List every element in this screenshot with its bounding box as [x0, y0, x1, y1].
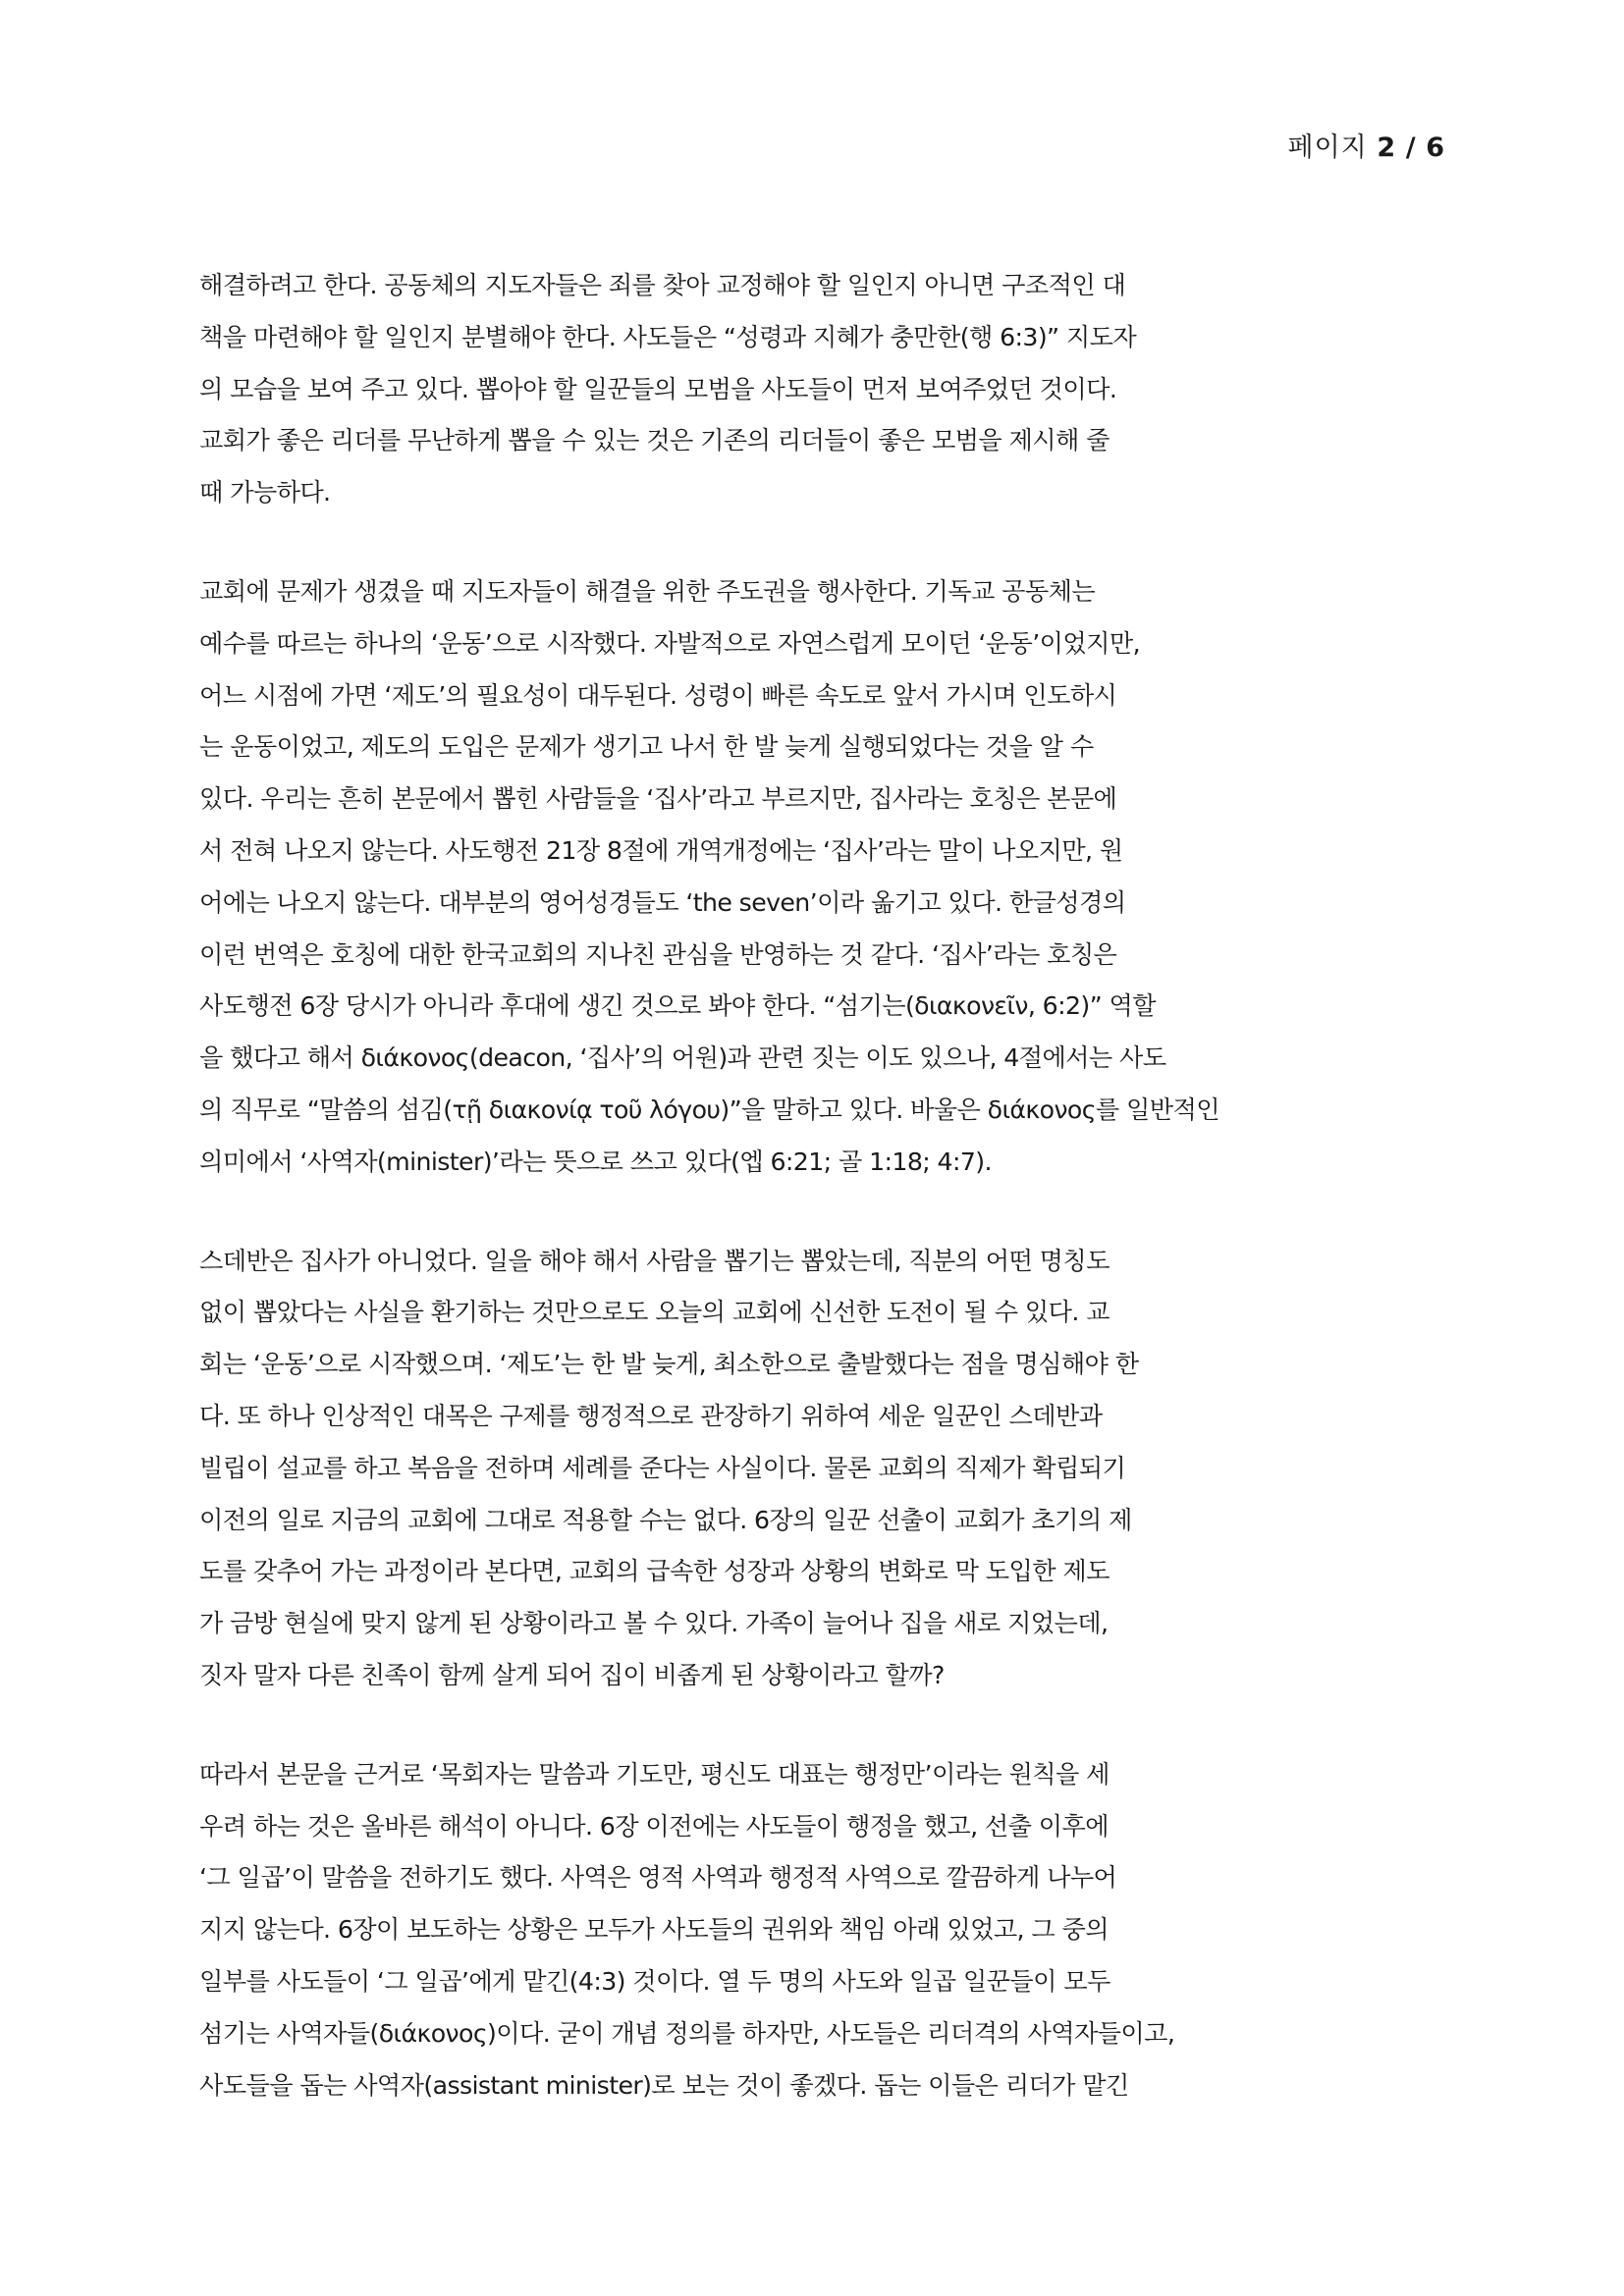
page-number-header [1288, 126, 1446, 164]
page-label: 페이지 [1287, 133, 1368, 163]
document-body [199, 260, 1438, 2111]
paragraph: 스데반은 집사가 아니었다. 일을 해야 해서 사람을 뽑기는 뽑았는데, 직분의 어떤 명칭도 없이 뽑았다는 사실을 환기하는 것만으로도 오늘의 교회에 신선한 도전이 될 수 있다. 교 회는 ‘운동’으로 시작했으며. ‘제도’는 한 발 늦게, 최소한으로 출발했다는 점을 명심해야 한 다. 또 하나 인상적인 대목은 구제를 행정적으로 관장하기 위하여 세운 일꾼인 스데반과 빌립이 설교를 하고 복음을 전하며 세례를 준다는 사실이다. 물론 교회의 직제가 확립되기 이전의 일로 지금의 교회에 그대로 적용할 수는 없다. 6장의 일꾼 선출이 교회가 초기의 제 도를 갖추어 가는 과정이라 본다면, 교회의 급속한 성장과 상황의 변화로 막 도입한 제도 가 금방 현실에 맞지 않게 된 상황이라고 볼 수 있다. 가족이 늘어나 집을 새로 지었는데, 짓자 말자 다른 친족이 함께 살게 되어 집이 비좁게 된 상황이라고 할까? [199, 1246, 1139, 1689]
paragraph: 따라서 본문을 근거로 ‘목회자는 말씀과 기도만, 평신도 대표는 행정만’이라는 원칙을 세 우려 하는 것은 올바른 해석이 아니다. 6장 이전에는 사도들이 행정을 했고, 선출 이후에 ‘그 일곱’이 말씀을 전하기도 했다. 사역은 영적 사역과 행정적 사역으로 깔끔하게 나누어 지지 않는다. 6장이 보도하는 상황은 모두가 사도들의 권위와 책임 아래 있었고, 그 중의 일부를 사도들이 ‘그 일곱’에게 맡긴(4:3) 것이다. 열 두 명의 사도와 일곱 일꾼들이 모두 섬기는 사역자들(διάκονος)이다. 굳이 개념 정의를 하자만, 사도들은 리더격의 사역자들이고, 사도들을 돕는 사역자(assistant minister)로 보는 것이 좋겠다. 돕는 이들은 리더가 맡긴 [199, 1759, 1175, 2100]
total-page-count: 6 [1426, 133, 1445, 163]
paragraph: 교회에 문제가 생겼을 때 지도자들이 해결을 위한 주도권을 행사한다. 기독교 공동체는 예수를 따르는 하나의 ‘운동’으로 시작했다. 자발적으로 자연스럽게 모이던 ‘운동’이었지만, 어느 시점에 가면 ‘제도’의 필요성이 대두된다. 성령이 빠른 속도로 앞서 가시며 인도하시 는 운동이었고, 제도의 도입은 문제가 생기고 나서 한 발 늦게 실행되었다는 것을 알 수 있다. 우리는 흔히 본문에서 뽑힌 사람들을 ‘집사’라고 부르지만, 집사라는 호칭은 본문에 서 전혀 나오지 않는다. 사도행전 21장 8절에 개역개정에는 ‘집사’라는 말이 나오지만, 원 어에는 나오지 않는다. 대부분의 영어성경들도 ‘the seven’이라 옮기고 있다. 한글성경의 이런 번역은 호칭에 대한 한국교회의 지나친 관심을 반영하는 것 같다. ‘집사’라는 호칭은 사도행전 6장 당시가 아니라 후대에 생긴 것으로 봐야 한다. “섬기는(διακονεῖν, 6:2)” 역할 을 했다고 해서 διάκονος(deacon, ‘집사’의 어원)과 관련 짓는 이도 있으나, 4절에서는 사도 의 직무로 “말씀의 섬김(τῇ διακονίᾳ τοῦ λόγου)”을 말하고 있다. 바울은 διάκονος를 일반적인 의미에서 ‘사역자(minister)’라는 뜻으로 쓰고 있다(엡 6:21; 골 1:18; 4:7). [199, 576, 1219, 1176]
page-separator: / [1405, 133, 1417, 163]
paragraph: 해결하려고 한다. 공동체의 지도자들은 죄를 찾아 교정해야 할 일인지 아니면 구조적인 대 책을 마련해야 할 일인지 분별해야 한다. 사도들은 “성령과 지혜가 충만한(행 6:3)” 지도자 의 모습을 보여 주고 있다. 뽑아야 할 일꾼들의 모범을 사도들이 먼저 보여주었던 것이다. 교회가 좋은 리더를 무난하게 뽑을 수 있는 것은 기존의 리더들이 좋은 모범을 제시해 줄 때 가능하다. [199, 271, 1137, 507]
current-page-number: 2 [1377, 133, 1397, 163]
